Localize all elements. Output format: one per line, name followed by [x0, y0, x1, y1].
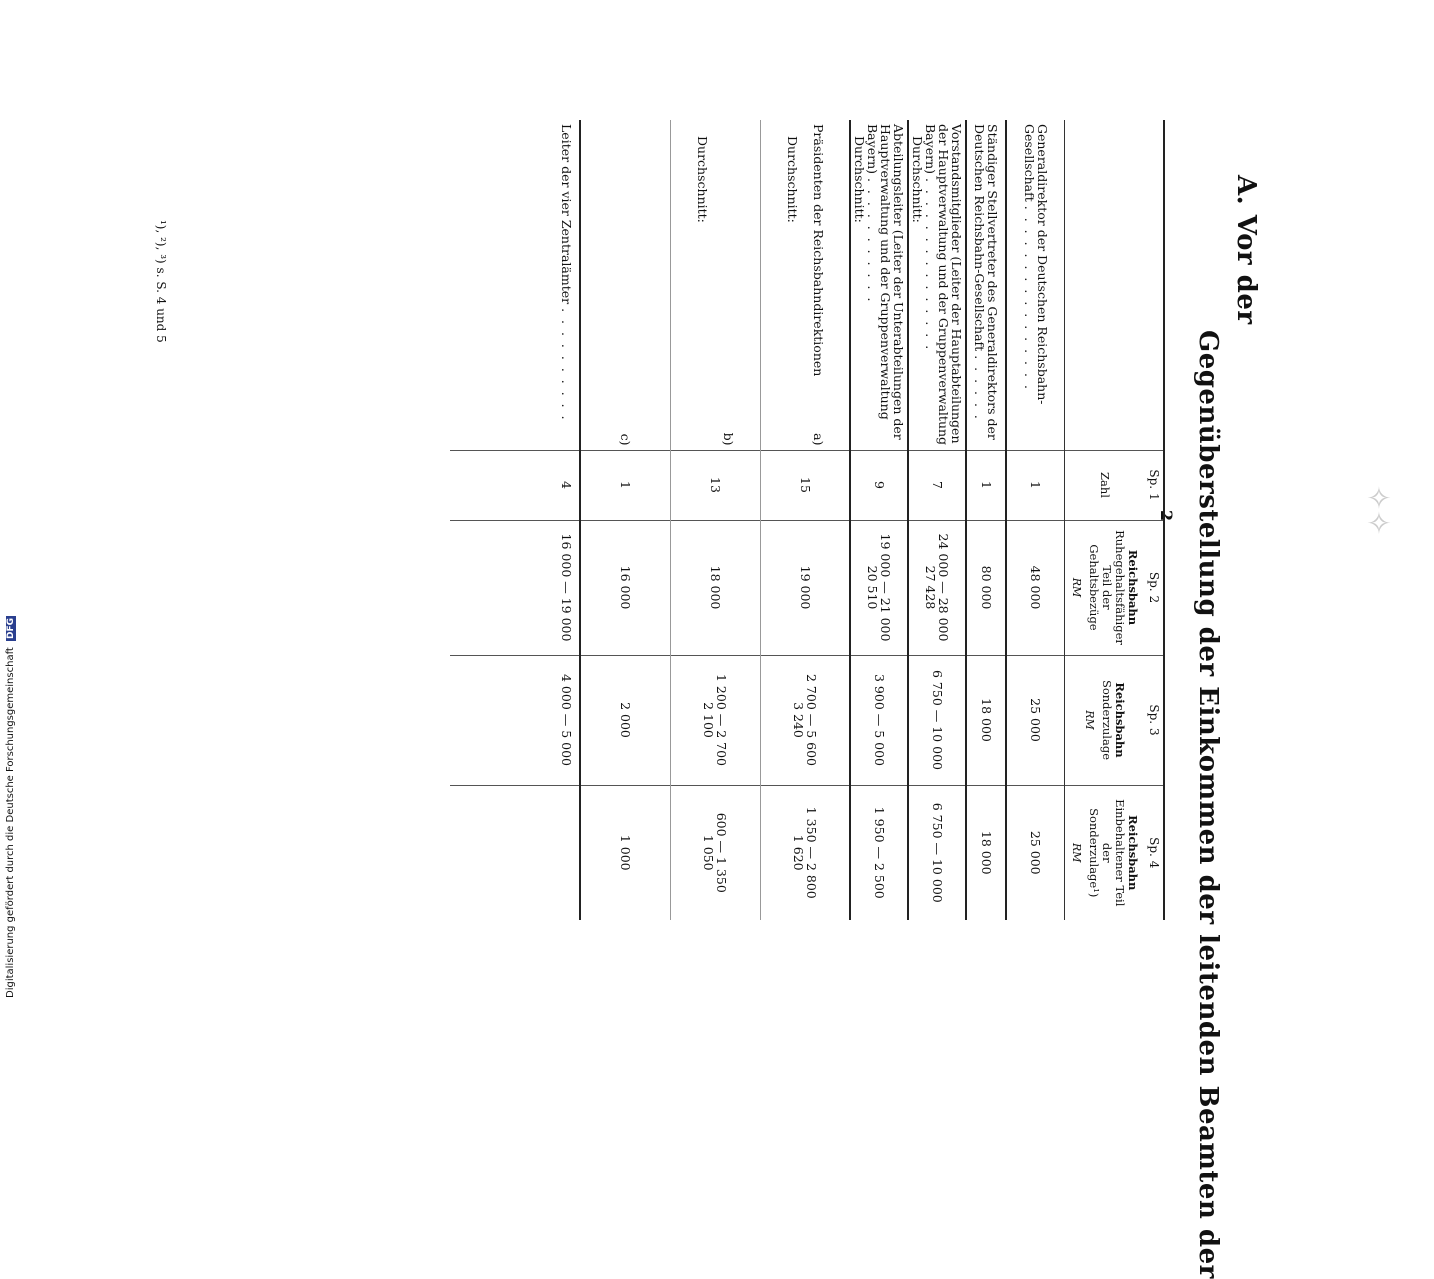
header-sonderzulage: Reichsbahn Sonderzulage RM — [1065, 655, 1146, 785]
average-label: Durchschnitt: — [695, 136, 710, 223]
row-label: Ständiger Stellvertreter des Generaldirektors der Deutschen Reichsbahn-Gesellschaft — [972, 124, 1001, 440]
table-row — [581, 120, 671, 920]
cell-sp3: 3 900 — 5 000 — [851, 655, 909, 785]
row-label: Präsidenten der Reichsbahndirektionen — [810, 124, 826, 377]
table-title: Gegenüberstellung der Einkommen der leitenden Beamten der — [1193, 330, 1223, 1279]
row-label: Generaldirektor der Deutschen Reichsbahn-Gesellschaft — [1021, 124, 1050, 405]
cell-sp2: 19 000 — 21 000 20 510 — [851, 520, 909, 655]
table-row: Ständiger Stellvertreter des Generaldirektors der Deutschen Reichsbahn-Gesellschaft . . . . . . 1 80 000 18 000 18 000 — [967, 120, 1007, 920]
row-label: Abteilungsleiter (Leiter der Unterabteilungen der Hauptverwaltung und der Gruppenverwaltung Bayern) — [865, 124, 907, 440]
cell-sp3: 1 200 — 2 700 2 100 — [671, 655, 761, 785]
header-gehalt: Reichsbahn Ruhegehaltsfähiger Teil der Gehaltsbezüge RM — [1065, 520, 1146, 655]
cell-sp3: 2 700 — 5 600 3 240 — [761, 655, 851, 785]
cell-zahl: 1 — [1007, 450, 1065, 520]
funding-caption: Digitalisierung gefördert durch die Deutsche Forschungsgemeinschaft — [5, 647, 16, 998]
table-row: Generaldirektor der Deutschen Reichsbahn-Gesellschaft . . . . . . . . . . . . . . . . 1 48 000 25 000 25 000 — [1007, 120, 1065, 920]
cell-sp2: 19 000 — [761, 520, 851, 655]
row-label: Leiter der vier Zentralämter — [559, 124, 575, 305]
section-title: A. Vor der — [1231, 175, 1261, 325]
cell-sp2: 18 000 — [671, 520, 761, 655]
row-suffix: b) — [721, 432, 736, 446]
table-row — [761, 120, 851, 920]
table-row: Leiter der vier Zentralämter . . . . . . . . . . 4 16 000 — 19 000 4 000 — 5 000 — [451, 120, 581, 920]
income-table — [451, 120, 1166, 920]
header-einbehalten: Reichsbahn Einbehaltener Teil der Sonderzulage¹) RM — [1065, 785, 1146, 920]
row-label: Vorstandsmitglieder (Leiter der Hauptabteilungen der Hauptverwaltung und der Gruppenverwaltung Bayern) — [923, 124, 965, 446]
header-zahl: Zahl — [1065, 450, 1146, 520]
cell-sp4: 25 000 — [1007, 785, 1065, 920]
cell-sp2: 24 000 — 28 000 27 428 — [909, 520, 967, 655]
side-caption — [5, 616, 16, 998]
footnote: ¹), ²), ³) s. S. 4 und 5 — [154, 220, 168, 343]
table-row: Abteilungsleiter (Leiter der Unterabteilungen der Hauptverwaltung und der Gruppenverwaltung Bayern) . . . . . . . . . . . Durchschnitt: 9 19 000 — 21 000 20 510 3 900 — 5 000 1 950 — 2 500 — [851, 120, 909, 920]
cell-sp4: 1 350 — 2 800 1 620 — [761, 785, 851, 920]
cell-sp2: 16 000 — 19 000 — [451, 520, 581, 655]
average-label: Durchschnitt: — [910, 136, 926, 223]
cell-sp4 — [451, 785, 581, 920]
cell-sp3: 4 000 — 5 000 — [451, 655, 581, 785]
rotated-document — [143, 120, 1261, 1279]
cell-sp3: 2 000 — [581, 655, 671, 785]
col-sp4: Sp. 4 — [1145, 785, 1164, 920]
cell-sp2: 16 000 — [581, 520, 671, 655]
cell-sp2: 80 000 — [967, 520, 1007, 655]
row-suffix: a) — [810, 433, 826, 446]
cell-sp3: 6 750 — 10 000 — [909, 655, 967, 785]
cell-sp4: 600 — 1 350 1 050 — [671, 785, 761, 920]
cell-zahl: 4 — [451, 450, 581, 520]
cell-sp4: 18 000 — [967, 785, 1007, 920]
cell-sp4: 1 000 — [581, 785, 671, 920]
cell-zahl: 9 — [851, 450, 909, 520]
col-sp1: Sp. 1 — [1145, 450, 1164, 520]
col-sp3: Sp. 3 — [1145, 655, 1164, 785]
cell-sp4: 1 950 — 2 500 — [851, 785, 909, 920]
average-label: Durchschnitt: — [784, 136, 800, 223]
table-row: Vorstandsmitglieder (Leiter der Hauptabteilungen der Hauptverwaltung und der Gruppenverwaltung Bayern) . . . . . . . . . . . . . . . Durchschnitt: 7 24 000 — 28 000 27 428 6 750 — 10 000 6 750 — 10 000 — [909, 120, 967, 920]
page-number: 2 — [1157, 510, 1176, 522]
cell-sp2: 48 000 — [1007, 520, 1065, 655]
cell-sp4: 6 750 — 10 000 — [909, 785, 967, 920]
cell-zahl: 1 — [581, 450, 671, 520]
cell-zahl: 1 — [967, 450, 1007, 520]
cell-zahl: 7 — [909, 450, 967, 520]
table-row — [671, 120, 761, 920]
average-label: Durchschnitt: — [852, 136, 868, 223]
row-suffix: c) — [618, 433, 634, 446]
faded-stamp: ✧✧ — [1360, 485, 1395, 536]
cell-sp3: 25 000 — [1007, 655, 1065, 785]
cell-zahl: 13 — [671, 450, 761, 520]
dfg-logo: DFG — [6, 617, 16, 639]
cell-sp3: 18 000 — [967, 655, 1007, 785]
col-sp2: Sp. 2 — [1145, 520, 1164, 655]
cell-zahl: 15 — [761, 450, 851, 520]
